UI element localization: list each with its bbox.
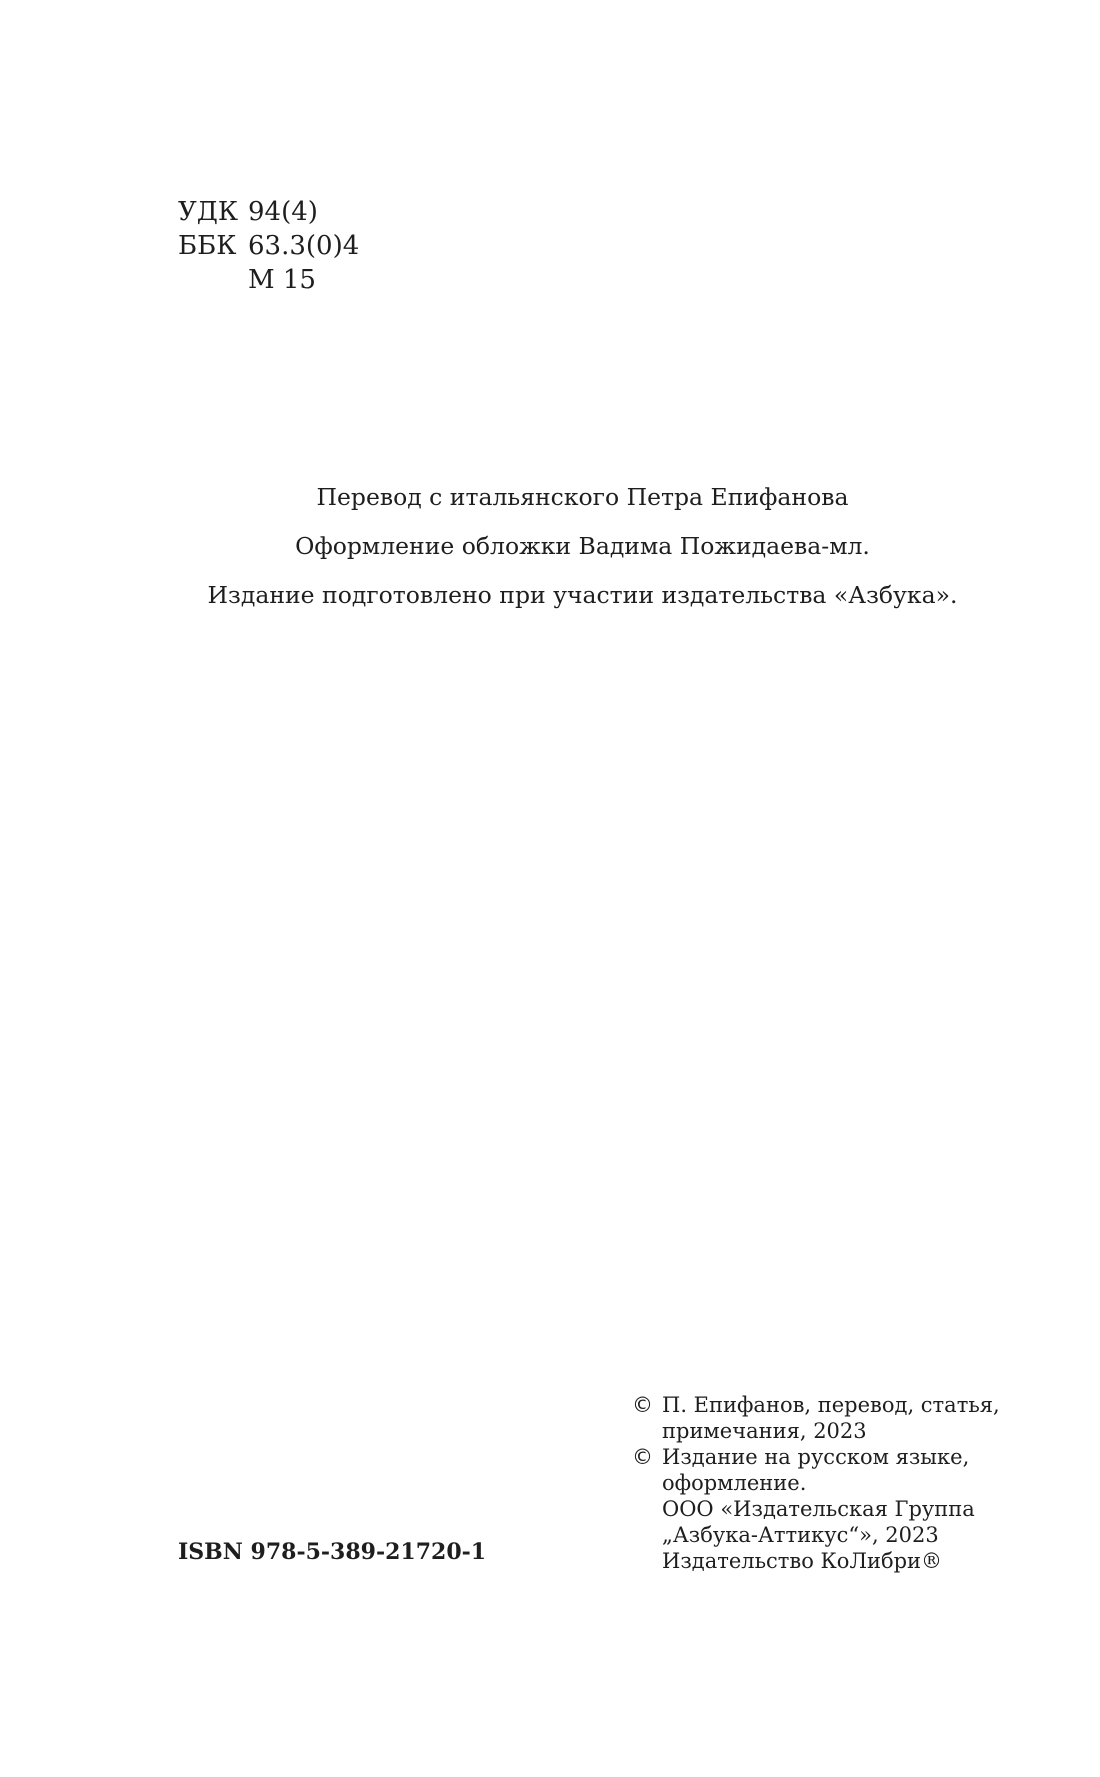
copyright-block bbox=[632, 1392, 1000, 1574]
copyright-line: ООО «Издательская Группа bbox=[662, 1497, 975, 1521]
udk-code: 94(4) bbox=[248, 197, 318, 227]
author-mark-row bbox=[178, 263, 359, 297]
author-mark-label bbox=[178, 263, 248, 297]
copyright-line: оформление. bbox=[662, 1471, 807, 1495]
translator-credit: Перевод с итальянского Петра Епифанова bbox=[316, 483, 849, 511]
copyright-line: примечания, 2023 bbox=[662, 1419, 867, 1443]
copyright-line: Издательство КоЛибри® bbox=[662, 1549, 943, 1573]
bbk-label: ББК bbox=[178, 231, 237, 261]
udk-row bbox=[178, 195, 359, 229]
copyright-entry-translation bbox=[632, 1392, 1000, 1444]
publisher-participation-note: Издание подготовлено при участии издательства «Азбука». bbox=[207, 581, 958, 609]
udk-label: УДК bbox=[178, 197, 239, 227]
copyright-entry-edition bbox=[632, 1444, 1000, 1574]
bbk-row bbox=[178, 229, 359, 263]
copyright-icon: © bbox=[632, 1393, 653, 1417]
isbn-number: ISBN 978-5-389-21720-1 bbox=[178, 1539, 487, 1565]
bbk-code: 63.3(0)4 bbox=[248, 231, 360, 261]
cover-design-credit: Оформление обложки Вадима Пожидаева-мл. bbox=[295, 532, 870, 560]
copyright-line: П. Епифанов, перевод, статья, bbox=[662, 1393, 1000, 1417]
copyright-icon: © bbox=[632, 1445, 653, 1469]
library-classification-block bbox=[178, 195, 359, 297]
credits-block bbox=[0, 482, 1100, 629]
author-mark-code: М 15 bbox=[248, 265, 316, 295]
copyright-line: Издание на русском языке, bbox=[662, 1445, 970, 1469]
copyright-line: „Азбука-Аттикус“», 2023 bbox=[662, 1523, 939, 1547]
